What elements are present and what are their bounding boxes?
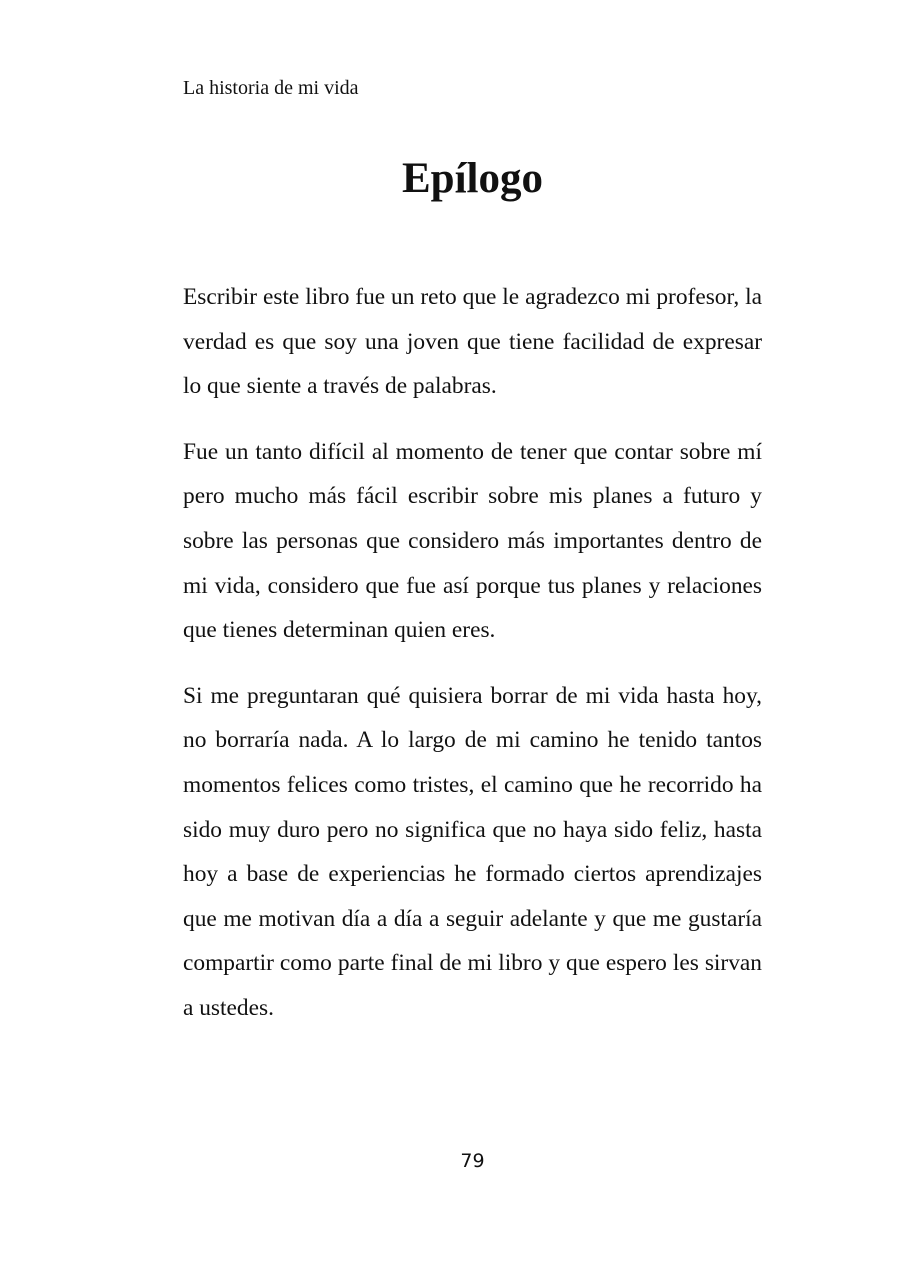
paragraph: Escribir este libro fue un reto que le agradezco mi profesor, la verdad es que soy una joven que tiene facilidad de expresar lo que siente a través de palabras.: [183, 284, 762, 400]
running-header: La historia de mi vida: [183, 77, 359, 99]
chapter-title: Epílogo: [402, 155, 543, 202]
paragraph: Fue un tanto difícil al momento de tener que contar sobre mí pero mucho más fácil escribir sobre mis planes a futuro y sobre las personas que considero más importantes dentro de mi vida, considero que fue así porque tus planes y relaciones que tienes determinan quien eres.: [183, 438, 762, 644]
body-text: [183, 275, 762, 1052]
page-number: 79: [460, 1150, 485, 1172]
paragraph: Si me preguntaran qué quisiera borrar de mi vida hasta hoy, no borraría nada. A lo largo de mi camino he tenido tantos momentos felices como tristes, el camino que he recorrido ha sido muy duro pero no significa que no haya sido feliz, hasta hoy a base de experiencias he formado ciertos aprendizajes que me motivan día a día a seguir adelante y que me gustaría compartir como parte final de mi libro y que espero les sirvan a ustedes.: [183, 682, 762, 1021]
